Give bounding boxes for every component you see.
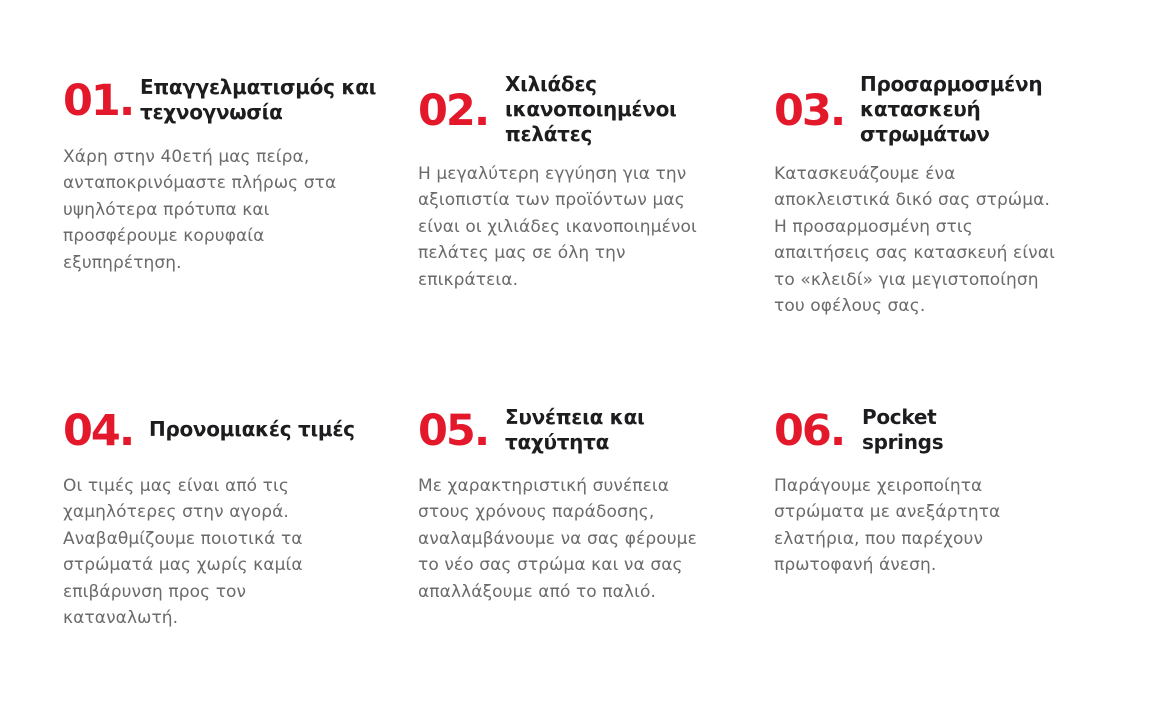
feature-header bbox=[63, 72, 377, 142]
feature-number: 01. bbox=[63, 76, 134, 126]
feature-title-line: Επαγγελματισμός και bbox=[140, 75, 377, 99]
feature-description-line: το «κλειδί» για μεγιστοποίηση bbox=[774, 269, 1039, 290]
feature-item-02 bbox=[418, 72, 718, 290]
feature-description-line: Οι τιμές μας είναι από τις bbox=[63, 476, 289, 496]
feature-title-line: κατασκευή bbox=[860, 97, 981, 121]
feature-description-line: στρώματα με ανεξάρτητα bbox=[774, 502, 1001, 523]
feature-title-line: springs bbox=[862, 430, 944, 454]
feature-description-line: Παράγουμε χειροποίητα bbox=[774, 476, 983, 496]
feature-description bbox=[774, 161, 1094, 319]
feature-title-line: ταχύτητα bbox=[505, 430, 610, 454]
feature-title bbox=[860, 72, 1060, 147]
feature-description bbox=[418, 473, 738, 605]
feature-description-line: πελάτες μας σε όλη την bbox=[418, 243, 626, 264]
feature-header bbox=[418, 404, 718, 474]
feature-description-line: εξυπηρέτηση. bbox=[63, 252, 182, 273]
feature-item-05 bbox=[418, 404, 718, 602]
feature-number: 05. bbox=[418, 406, 489, 456]
feature-description-line: καταναλωτή. bbox=[63, 608, 179, 629]
feature-description-line: στους χρόνους παράδοσης, bbox=[418, 502, 655, 523]
feature-description-line: αξιοπιστία των προϊόντων μας bbox=[418, 190, 685, 211]
feature-title-line: Συνέπεια και bbox=[505, 405, 645, 429]
feature-description bbox=[418, 161, 738, 293]
feature-description-line: Κατασκευάζουμε ένα bbox=[774, 164, 956, 184]
feature-description bbox=[63, 144, 363, 276]
feature-title-line: ικανοποιημένοι bbox=[505, 97, 677, 121]
feature-title bbox=[149, 417, 389, 442]
feature-header bbox=[774, 72, 1074, 146]
feature-description-line: επικράτεια. bbox=[418, 269, 519, 290]
feature-description-line: πρωτοφανή άνεση. bbox=[774, 555, 937, 576]
feature-description bbox=[63, 473, 363, 631]
feature-description-line: Η προσαρμοσμένη στις bbox=[774, 216, 973, 237]
feature-header bbox=[63, 404, 363, 474]
feature-header bbox=[774, 404, 1074, 474]
feature-header bbox=[418, 72, 718, 146]
feature-description-line: χαμηλότερες στην αγορά. bbox=[63, 502, 289, 523]
feature-item-06 bbox=[774, 404, 1074, 576]
feature-title-line: Προσαρμοσμένη bbox=[860, 72, 1043, 96]
feature-description-line: υψηλότερα πρότυπα και bbox=[63, 199, 270, 220]
feature-description bbox=[774, 473, 1094, 579]
feature-title bbox=[140, 75, 380, 125]
feature-description-line: Η μεγαλύτερη εγγύηση για την bbox=[418, 164, 687, 184]
feature-number: 03. bbox=[774, 86, 845, 136]
feature-description-line: είναι οι χιλιάδες ικανοποιημένοι bbox=[418, 216, 697, 237]
feature-title bbox=[505, 72, 705, 147]
feature-description-line: αποκλειστικά δικό σας στρώμα. bbox=[774, 190, 1050, 211]
feature-title bbox=[862, 405, 1062, 455]
feature-item-01 bbox=[63, 72, 377, 273]
feature-description-line: Αναβαθμίζουμε ποιοτικά τα bbox=[63, 528, 303, 549]
feature-title-line: στρωμάτων bbox=[860, 122, 990, 146]
feature-number: 06. bbox=[774, 406, 845, 456]
feature-item-04 bbox=[63, 404, 363, 629]
feature-title bbox=[505, 405, 705, 455]
feature-description-line: απαιτήσεις σας κατασκευή είναι bbox=[774, 243, 1055, 264]
feature-description-line: το νέο σας στρώμα και να σας bbox=[418, 555, 683, 576]
feature-title-line: πελάτες bbox=[505, 122, 593, 146]
feature-number: 04. bbox=[63, 406, 134, 456]
feature-description-line: του οφέλους σας. bbox=[774, 296, 926, 317]
feature-title-line: Χιλιάδες bbox=[505, 72, 597, 96]
feature-description-line: στρώματά μας χωρίς καμία bbox=[63, 555, 303, 576]
feature-description-line: αναλαμβάνουμε να σας φέρουμε bbox=[418, 528, 697, 549]
feature-title-line: Προνομιακές τιμές bbox=[149, 417, 355, 441]
feature-description-line: επιβάρυνση προς τον bbox=[63, 581, 247, 602]
feature-description-line: προσφέρουμε κορυφαία bbox=[63, 226, 265, 247]
feature-title-line: τεχνογνωσία bbox=[140, 100, 283, 124]
feature-title-line: Pocket bbox=[862, 405, 937, 429]
feature-description-line: απαλλάξουμε από το παλιό. bbox=[418, 581, 656, 602]
feature-description-line: ανταποκρινόμαστε πλήρως στα bbox=[63, 173, 337, 194]
feature-number: 02. bbox=[418, 86, 489, 136]
feature-description-line: ελατήρια, που παρέχουν bbox=[774, 528, 984, 549]
feature-description-line: Χάρη στην 40ετή μας πείρα, bbox=[63, 147, 310, 167]
feature-description-line: Με χαρακτηριστική συνέπεια bbox=[418, 476, 670, 496]
feature-item-03 bbox=[774, 72, 1074, 317]
